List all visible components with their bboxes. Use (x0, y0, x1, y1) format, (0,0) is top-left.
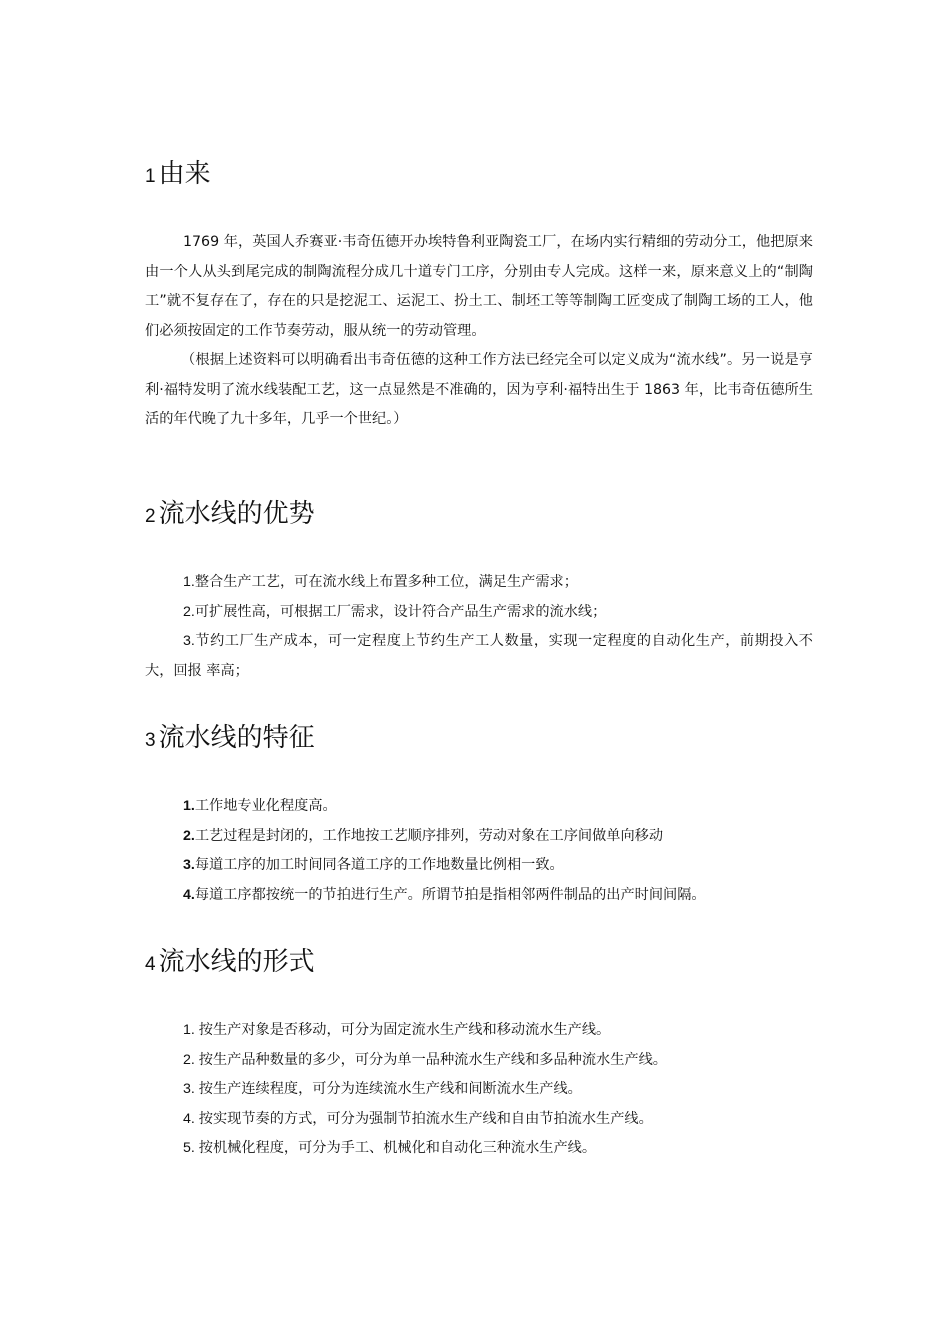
item-text: 工作地专业化程度高。 (194, 798, 337, 814)
list-item (145, 822, 813, 852)
section-forms-body (145, 1016, 813, 1164)
list-item (145, 792, 813, 822)
list-item (145, 627, 813, 686)
list-item (145, 1016, 813, 1046)
section-heading (145, 497, 813, 534)
section-number: 1 (145, 166, 156, 187)
list-item (145, 1046, 813, 1076)
item-text: 节约工厂生产成本，可一定程度上节约生产工人数量，实现一定程度的自动化生产，前期投入不大，回报 率高； (145, 633, 813, 679)
list-item (145, 1105, 813, 1135)
list-item (145, 568, 813, 598)
list-item (145, 1134, 813, 1164)
section-number: 2 (145, 506, 156, 527)
section-origin (145, 157, 813, 194)
section-heading (145, 945, 813, 982)
item-number: 1. (183, 574, 195, 590)
item-number: 5. (183, 1140, 199, 1156)
item-text: 按生产品种数量的多少，可分为单一品种流水生产线和多品种流水生产线。 (198, 1051, 667, 1068)
section-title: 流水线的特征 (158, 723, 315, 753)
item-number: 2. (183, 603, 195, 620)
section-title: 流水线的优势 (158, 499, 315, 529)
item-number: 4. (183, 1110, 199, 1127)
item-number: 2. (183, 827, 195, 844)
section-heading (145, 721, 813, 758)
item-number: 4. (183, 886, 195, 903)
section-features (145, 721, 813, 758)
item-number: 1. (183, 1022, 199, 1038)
item-text: 整合生产工艺，可在流水线上布置多种工位，满足生产需求； (194, 574, 578, 590)
section-heading (145, 157, 813, 194)
section-title: 由来 (158, 159, 211, 189)
forms-list (145, 1016, 813, 1164)
list-item (145, 1075, 813, 1105)
section-origin-body (145, 228, 813, 435)
item-text: 工艺过程是封闭的，工作地按工艺顺序排列，劳动对象在工序间做单向移动 (194, 827, 664, 844)
item-number: 3. (183, 857, 195, 873)
paragraph: 1769 年，英国人乔赛亚·韦奇伍德开办埃特鲁利亚陶瓷工厂，在场内实行精细的劳动分工，他把原来由一个人从头到尾完成的制陶流程分成几十道专门工序，分别由专人完成。这样一来，原来意义上的“制陶工”就不复存在了，存在的只是挖泥工、运泥工、扮土工、制坯工等等制陶工匠变成了制陶工场的工人，他们必须按固定的工作节奏劳动，服从统一的劳动管理。 (145, 234, 813, 339)
list-item (145, 598, 813, 628)
section-number: 3 (145, 730, 156, 751)
section-features-body (145, 792, 813, 910)
item-number: 1. (183, 798, 195, 814)
item-text: 可扩展性高，可根据工厂需求，设计符合产品生产需求的流水线； (194, 603, 607, 620)
item-text: 按实现节奏的方式，可分为强制节拍流水生产线和自由节拍流水生产线。 (198, 1110, 653, 1127)
features-list (145, 792, 813, 910)
item-number: 3. (183, 633, 195, 649)
section-title: 流水线的形式 (158, 947, 315, 977)
item-text: 按生产对象是否移动，可分为固定流水生产线和移动流水生产线。 (198, 1022, 611, 1038)
section-forms (145, 945, 813, 982)
item-number: 2. (183, 1051, 199, 1068)
item-text: 每道工序都按统一的节拍进行生产。所谓节拍是指相邻两件制品的出产时间间隔。 (194, 886, 706, 903)
section-advantages-body (145, 568, 813, 686)
section-advantages (145, 497, 813, 534)
list-item (145, 881, 813, 911)
item-text: 每道工序的加工时间同各道工序的工作地数量比例相一致。 (194, 857, 564, 873)
advantages-list (145, 568, 813, 686)
item-text: 按机械化程度，可分为手工、机械化和自动化三种流水生产线。 (198, 1140, 597, 1156)
paragraph: （根据上述资料可以明确看出韦奇伍德的这种工作方法已经完全可以定义成为“流水线”。另一说是亨利·福特发明了流水线装配工艺，这一点显然是不准确的，因为亨利·福特出生于 1863 年，比韦奇伍德所生活的年代晚了九十多年，几乎一个世纪。） (145, 352, 813, 427)
section-number: 4 (145, 954, 156, 975)
list-item (145, 851, 813, 881)
item-number: 3. (183, 1081, 199, 1097)
item-text: 按生产连续程度，可分为连续流水生产线和间断流水生产线。 (198, 1081, 582, 1097)
